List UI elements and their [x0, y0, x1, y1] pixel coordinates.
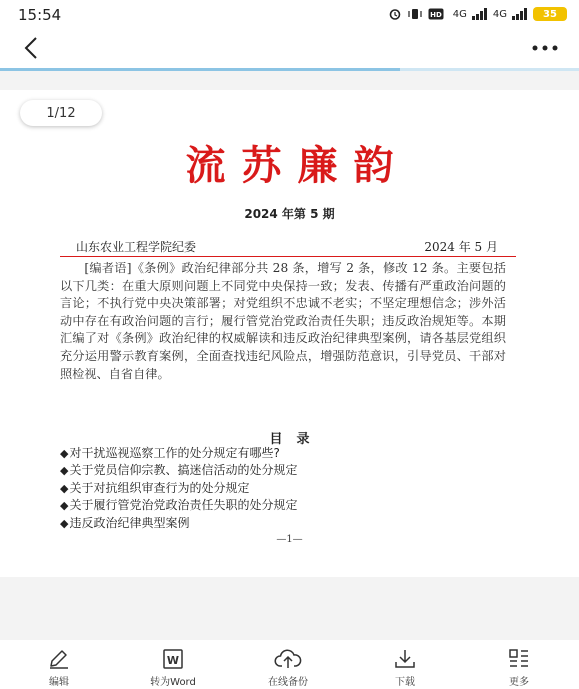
signal-icon — [472, 8, 488, 20]
issue-line: 2024 年第 5 期 — [244, 207, 335, 221]
more-tools-button[interactable] — [474, 648, 564, 688]
cloud-upload-icon — [274, 648, 302, 670]
reading-progress-fill — [0, 68, 400, 71]
toc-title: 目录 — [269, 432, 324, 447]
word-badge: W — [166, 654, 180, 667]
download-button[interactable] — [360, 648, 450, 688]
document-header — [60, 238, 516, 256]
document-title: 流苏廉韵 — [185, 142, 410, 189]
toc-item — [60, 445, 510, 462]
grid-menu-icon — [507, 648, 531, 670]
page-indicator: 1/12 — [20, 100, 102, 126]
reading-progress — [0, 68, 579, 71]
status-time: 15:54 — [18, 6, 62, 24]
back-button[interactable] — [18, 34, 46, 62]
vibrate-icon — [407, 8, 423, 20]
pencil-icon — [47, 648, 71, 670]
editor-note: [编者语]《条例》政治纪律部分共 28 条，增写 2 条，修改 12 条。主要包括以下几类：在重大原则问题上不同党中央保持一致；发表、传播有严重政治问题的言论；不执行党中央决策部署；对党组织不忠诚不老实；不坚定理想信念；涉外活动中存在有政治问题的言行；履行管党治党政治责任失职；违反政治规矩等。本期汇编了对《条例》政治纪律的权威解读和违反政治纪律典型案例，请各基层党组织充分运用警示教育案例，全面查找违纪风险点，增强防范意识，引导党员、干部对照检视、自省自律。 — [60, 261, 506, 381]
word-document-icon — [161, 648, 185, 670]
toc-item-text: 关于履行管党治党政治责任失职的处分规定 — [69, 498, 298, 513]
battery-indicator: 35 — [533, 7, 567, 21]
status-bar — [0, 0, 579, 30]
top-bar — [0, 30, 579, 68]
diamond-bullet-icon: ◆ — [60, 464, 69, 478]
cloud-backup-button[interactable] — [243, 648, 333, 688]
header-divider — [60, 256, 516, 257]
diamond-bullet-icon: ◆ — [60, 481, 69, 495]
publisher: 山东农业工程学院纪委 — [76, 240, 197, 254]
toc-item — [60, 515, 510, 532]
network-label-2: 4G — [492, 8, 507, 20]
publish-date: 2024 年 5 月 — [424, 240, 498, 254]
hd-icon — [428, 8, 448, 20]
diamond-bullet-icon: ◆ — [60, 447, 69, 460]
signal-icon — [512, 8, 528, 20]
toc-item — [60, 462, 510, 479]
toc-item — [60, 497, 510, 514]
alarm-icon — [388, 8, 402, 20]
toc-item-text: 违反政治纪律典型案例 — [69, 515, 190, 530]
download-label: 下载 — [395, 677, 415, 688]
toc-item-text: 关于党员信仰宗教、搞迷信活动的处分规定 — [69, 463, 298, 478]
bottom-toolbar — [0, 640, 579, 689]
convert-to-word-label: 转为Word — [150, 677, 196, 688]
page-number: —1— — [276, 534, 303, 545]
edit-label: 编辑 — [49, 677, 69, 688]
toc-item-text: 对干扰巡视巡察工作的处分规定有哪些? — [69, 446, 280, 460]
download-icon — [393, 648, 417, 670]
toc-item-text: 关于对抗组织审查行为的处分规定 — [69, 480, 250, 495]
convert-to-word-button[interactable] — [128, 648, 218, 688]
edit-button[interactable] — [14, 648, 104, 688]
network-label-1: 4G — [452, 8, 467, 20]
svg-text:HD: HD — [429, 11, 442, 19]
toc-item — [60, 480, 510, 497]
toc-list — [60, 445, 510, 532]
more-options-button[interactable] — [529, 38, 561, 58]
status-icons — [388, 7, 567, 21]
more-tools-label: 更多 — [509, 677, 529, 688]
diamond-bullet-icon: ◆ — [60, 499, 69, 513]
diamond-bullet-icon: ◆ — [60, 516, 69, 530]
cloud-backup-label: 在线备份 — [268, 677, 308, 688]
